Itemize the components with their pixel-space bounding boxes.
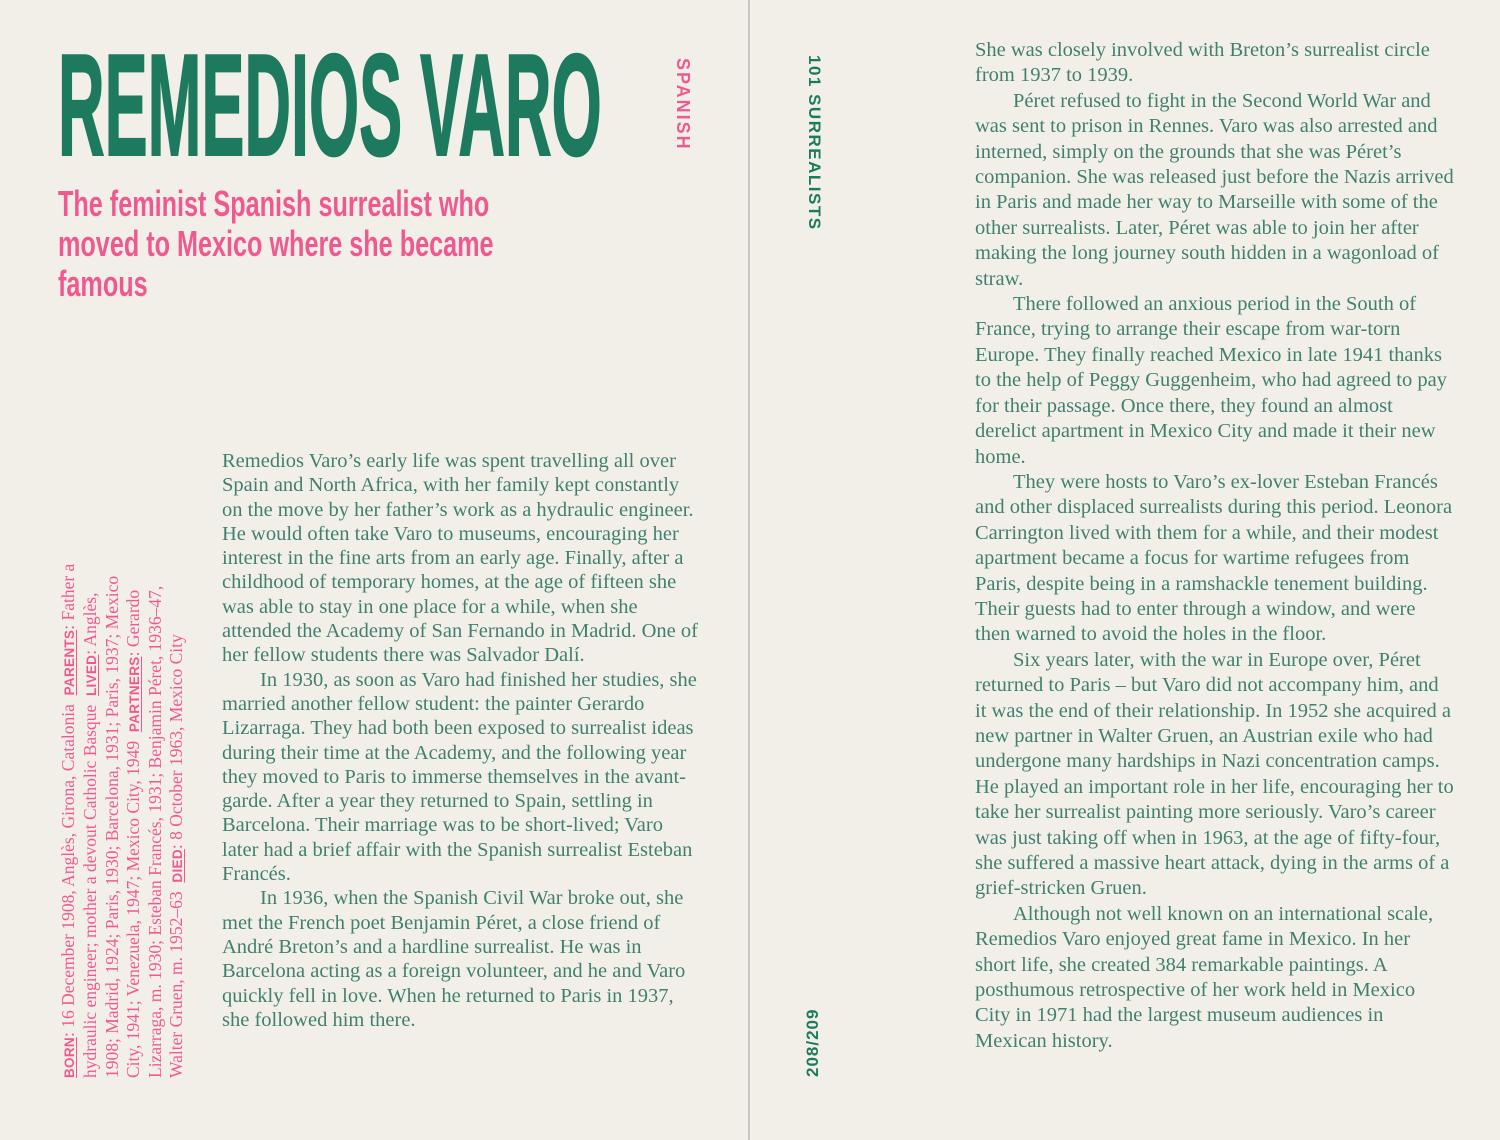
fact-label-died: DIED — [170, 849, 185, 883]
fact-label-lived: LIVED — [84, 654, 99, 697]
nationality-label: SPANISH — [673, 58, 693, 151]
right-body-text — [975, 38, 1455, 1054]
page-gutter-divider — [748, 0, 750, 1140]
body-paragraph: In 1936, when the Spanish Civil War broke out, she met the French poet Benjamin Péret, a close friend of André Breton’s and a hardline surrealist. He was in Barcelona acting as a foreign volunteer, and he and Varo quickly fell in love. When he returned to Paris in 1937, she followed him there. — [222, 887, 686, 1031]
fact-text: : 8 October 1963, Mexico City — [166, 634, 186, 850]
fact-label-partners: PARTNERS — [127, 656, 142, 733]
fact-text: : Father a hydraulic engineer; mother a devout Catholic Basque — [58, 563, 100, 1078]
fact-label-born: BORN — [62, 1037, 77, 1078]
page-number: 208/209 — [803, 1008, 822, 1077]
page-subtitle: The feminist Spanish surrealist who moved to Mexico where she became famous — [58, 183, 494, 304]
body-paragraph: In 1930, as soon as Varo had finished her studies, she married another fellow student: the painter Gerardo Lizarraga. They had both been exposed to surrealist ideas during their time at the Academy, and the following year they moved to Paris to immerse themselves in the avant-garde. After a year they returned to Spain, settling in Barcelona. Their marriage was to be short-lived; Varo later had a brief affair with the Spanish surrealist Esteban Francés. — [222, 668, 697, 886]
fact-text: : 16 December 1908, Anglès, Girona, Catalonia — [58, 704, 78, 1038]
page-title-text: REMEDIOS VARO — [58, 24, 602, 186]
fact-text: : Gerardo Lizarraga, m. 1930; Esteban Francés, 1931; Benjamin Péret, 1936–47, Walter Gruen, m. 1952–63 — [123, 585, 186, 1078]
fact-label-parents: PARENTS — [62, 629, 77, 696]
body-paragraph: There followed an anxious period in the South of France, trying to arrange their escape from war-torn Europe. They finally reached Mexico in late 1941 thanks to the help of Peggy Guggenheim, who had agreed to pay for their passage. Once there, they found an almost derelict apartment in Mexico City and made it their new home. — [975, 293, 1447, 468]
fact-text: : Anglès, 1908; Madrid, 1924; Paris, 1930; Barcelona, 1931; Paris, 1937; Mexico City, 1941; Venezuela, 1947; Mexico City, 1949 — [80, 575, 143, 1078]
body-paragraph: Six years later, with the war in Europe over, Péret returned to Paris – but Varo did not accompany him, and it was the end of their relationship. In 1952 she acquired a new partner in Walter Gruen, an Austrian exile who had undergone many hardships in Nazi concentration camps. He played an important role in her life, encouraging her to take her surrealist painting more seriously. Varo’s career was just taking off when in 1963, at the age of fifty-four, she suffered a massive heart attack, dying in the arms of a grief-stricken Gruen. — [975, 648, 1454, 900]
facts-sidebar — [58, 556, 188, 1078]
left-body-text — [222, 449, 704, 1032]
body-paragraph: They were hosts to Varo’s ex-lover Esteban Francés and other displaced surrealists during this period. Leonora Carrington lived with them for a while, and their modest apartment became a focus for wartime refugees from Paris, despite being in a ramshackle tenement building. Their guests had to enter through a window, and were then warned to avoid the holes in the floor. — [975, 470, 1453, 646]
body-paragraph: Péret refused to fight in the Second World War and was sent to prison in Rennes. Varo was also arrested and interned, simply on the grounds that she was Péret’s companion. She was released just before the Nazis arrived in Paris and made her way to Marseille with some of the other surrealists. Later, Péret was able to join her after making the long journey south hidden in a wagonload of straw. — [975, 89, 1454, 290]
series-label: 101 SURREALISTS — [805, 55, 824, 231]
body-paragraph: Although not well known on an international scale, Remedios Varo enjoyed great fame in Mexico. In her short life, she created 384 remarkable paintings. A posthumous retrospective of her work held in Mexico City in 1971 had the largest museum audiences in Mexican history. — [975, 902, 1434, 1052]
body-paragraph: Remedios Varo’s early life was spent travelling all over Spain and North Africa, with her family kept constantly on the move by her father’s work as a hydraulic engineer. He would often take Varo to museums, encouraging her interest in the fine arts from an early age. Finally, after a childhood of temporary homes, at the age of fifteen she was able to stay in one place for a while, when she attended the Academy of San Fernando in Madrid. One of her fellow students there was Salvador Dalí. — [222, 450, 698, 667]
body-paragraph: She was closely involved with Breton’s surrealist circle from 1937 to 1939. — [975, 39, 1430, 87]
